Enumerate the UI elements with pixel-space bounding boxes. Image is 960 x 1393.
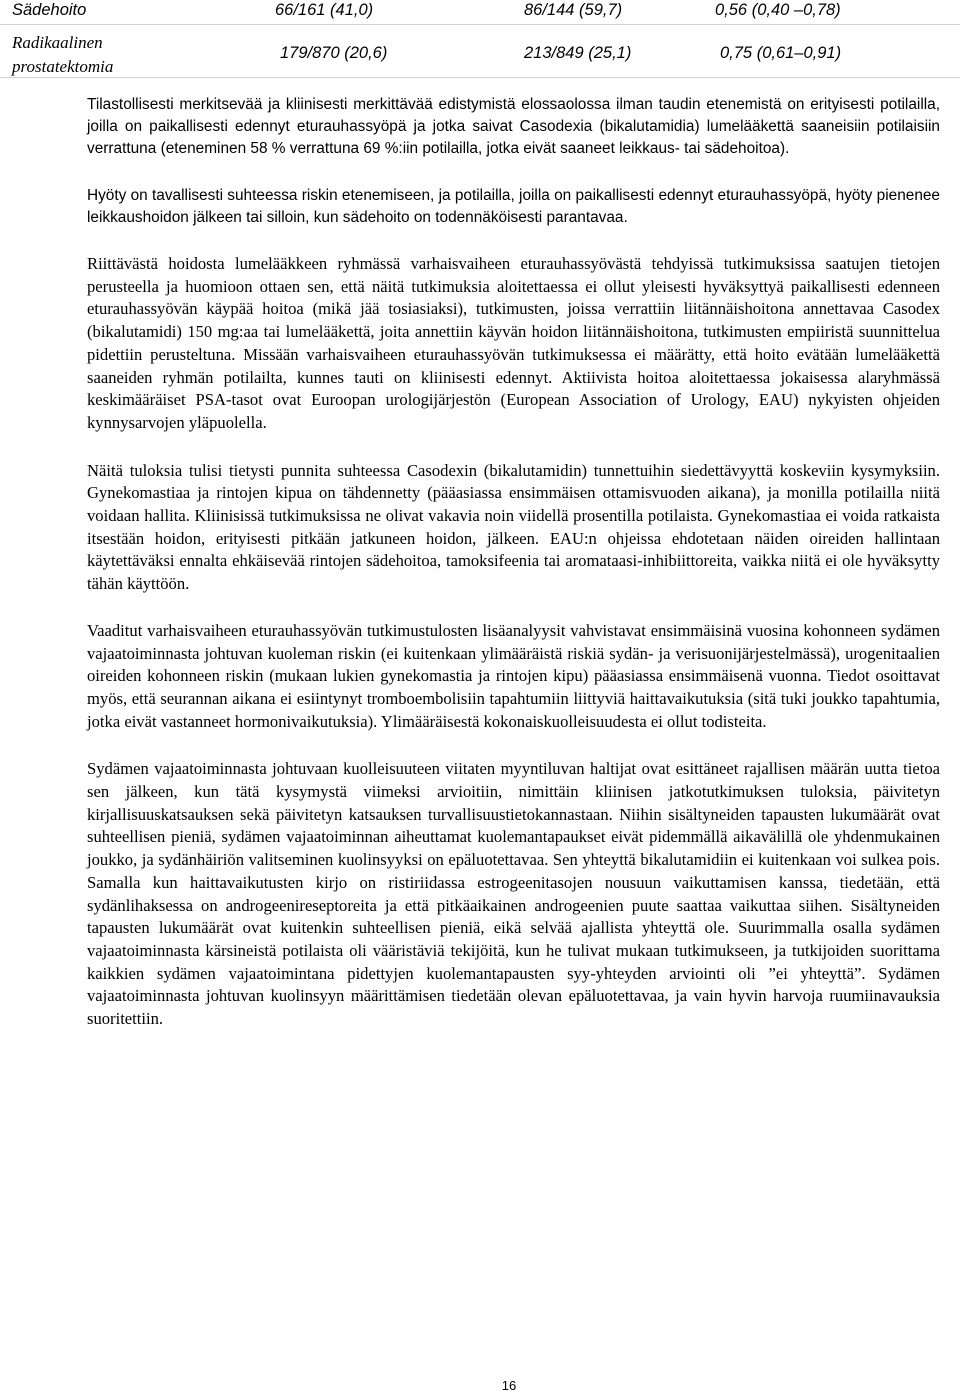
page-number: 16 bbox=[501, 1378, 517, 1393]
paragraph: Sydämen vajaatoiminnasta johtuvaan kuolleisuuteen viitaten myyntiluvan haltijat ovat esittäneet rajallisen määrän uutta tietoa sen jälkeen, kun tätä kysymystä viimeksi arvioitiin, nimittäin kliinisen jatkotutkimuksen tuloksia, päivitetyn kirjallisuuskatsauksen sekä päivitetyn katsauksen turvallisuustietokannastaan. Niihin sisältyneiden tapausten lukumäärät ovat suhteellisen pieniä, sydämen vajaatoiminnan aiheuttamat kuolemantapaukset eivät pidemmällä aikavälillä ole yhdenmukainen joukko, ja sydänhäiriön valitseminen kuolinsyyksi on epäluotettavaa. Sen yhteyttä bikalutamidiin ei kuitenkaan voi sulkea pois. Samalla kun haittavaikutusten kirjo on ristiriidassa estrogeenitasojen nousuun vaikuttamisen kanssa, tiedetään, että sydänlihaksessa on androgeenireseptoreita ja että pitkäaikainen androgeenien puute saattaa vaikuttaa siihen. Sisältyneiden tapausten lukumäärät ovat kuitenkin suhteellisen pieniä, eikä selvää ajallista yhteyttä ole. Suurimmalla osalla sydämen vajaatoiminnasta kärsineistä potilaista oli vääristäviä tekijöitä, kun he tulivat mukaan tutkimukseen, ja tutkijoiden suorittama kaikkien sydämen vajaatoimintana pidettyjen kuolemantapausten syy-yhteyden arviointi oli ”ei yhteyttä”. Sydämen vajaatoiminnasta johtuvan kuolinsyyn määrittämisen tiedetään olevan epäluotettavaa, ja vain hyvin harvoja ruumiinavauksia suoritettiin. bbox=[87, 759, 940, 1029]
paragraph: Tilastollisesti merkitsevää ja kliinisesti merkittävää edistymistä elossaolossa ilman taudin etenemistä on erityisesti potilailla, joilla on paikallisesti edennyt eturauhassyöpä ja jotka saivat Casodexia (bikalutamidia) lumelääkettä saaneisiin potilaisiin verrattuna (eteneminen 58 % verrattuna 69 %:iin potilailla, jotka eivät saaneet leikkaus- tai sädehoitoa). bbox=[87, 96, 940, 157]
paragraph: Riittävästä hoidosta lumelääkkeen ryhmässä varhaisvaiheen eturauhassyövästä tehdyissä tutkimuksissa saatujen tietojen perusteella ja huomioon ottaen sen, että näitä tutkimuksia aloitettaessa ei ollut yleisesti hyväksyttyä paikallisesti edenneen eturauhassyövän käypää hoitoa (mikä jää tosiasiaksi), tutkimusten, joissa verrattiin liitännäishoitona annettavaa Casodex (bikalutamidi) 150 mg:aa tai lumelääkettä, joita annettiin käyvän hoidon liitännäishoitona, tutkimusten empiiristä suunnittelua pidettiin perusteltuna. Missään varhaisvaiheen eturauhassyövän tutkimuksessa ei määrätty, että hoito evätään lumelääkettä saaneiden ryhmän potilailta, kunnes tauti on kliinisesti edennyt. Aktiivista hoitoa aloitettaessa jokaisessa alaryhmässä keskimääräiset PSA-tasot ovat Euroopan urologijärjestön (European Association of Urology, EAU) nykyisten ohjeiden kynnysarvojen yläpuolella. bbox=[87, 254, 940, 432]
row-label: Radikaalinen prostatektomia bbox=[12, 33, 114, 76]
paragraph: Vaaditut varhaisvaiheen eturauhassyövän tutkimustulosten lisäanalyysit vahvistavat ensimmäisinä vuosina kohonneen sydämen vajaatoiminnasta johtuvan kuoleman riskin (ei kuitenkaan ylimääräistä riskiä sydän- ja verisuonijärjestelmässä), urogenitaalien oireiden kohonneen riskin (mukaan lukien gynekomastia ja rintojen kipu) pääasiassa ensimmäisenä vuonna. Tiedot osoittavat myös, että seurannan aikana ei esiintynyt tromboembolisiin tapahtumiin liittyviä haittavaikutuksia (sitä tuki joukko tapahtumia, jotka eivät vastanneet hormonivaikutuksia). Ylimääräisestä kokonaiskuolleisuudesta ei ollut todisteita. bbox=[87, 620, 940, 731]
cell-value: 0,75 (0,61–0,91) bbox=[720, 44, 842, 62]
results-table bbox=[0, 0, 960, 78]
cell-value: 213/849 (25,1) bbox=[524, 44, 632, 62]
table-row bbox=[0, 0, 960, 25]
body-text bbox=[87, 94, 940, 1031]
paragraph: Näitä tuloksia tulisi tietysti punnita suhteessa Casodexin (bikalutamidin) tunnettuihin siedettävyyttä koskeviin kysymyksiin. Gynekomastiaa ja rintojen kipua on tähdennetty (pääasiassa ensimmäisen ottamisvuoden aikana), ja monilla potilailla niitä voidaan hallita. Kliinisissä tutkimuksissa ne olivat vakavia noin viidellä prosentilla potilaista. Gynekomastiaa ei voida ratkaista itsestään hoidon, erityisesti pitkään jatkuneen hoidon, jälkeen. EAU:n ohjeissa ehdotetaan näiden oireiden hallintaan käytettäväksi ennalta ehkäisevää rintojen sädehoitoa, tamoksifeenia tai aromataasi-inhibiittoreita, vaikka niitä ei ole hyväksytty tähän käyttöön. bbox=[87, 460, 940, 594]
cell-value: 86/144 (59,7) bbox=[524, 1, 623, 19]
paragraph: Hyöty on tavallisesti suhteessa riskin etenemiseen, ja potilailla, joilla on paikallisesti edennyt eturauhassyöpä, hyöty pienenee leikkaushoidon jälkeen tai silloin, kun sädehoito on todennäköisesti parantavaa. bbox=[87, 187, 940, 226]
table-row bbox=[0, 25, 960, 78]
cell-value: 66/161 (41,0) bbox=[275, 1, 374, 19]
cell-value: 179/870 (20,6) bbox=[280, 44, 388, 62]
row-label: Sädehoito bbox=[12, 1, 87, 19]
cell-value: 0,56 (0,40 –0,78) bbox=[715, 1, 841, 19]
